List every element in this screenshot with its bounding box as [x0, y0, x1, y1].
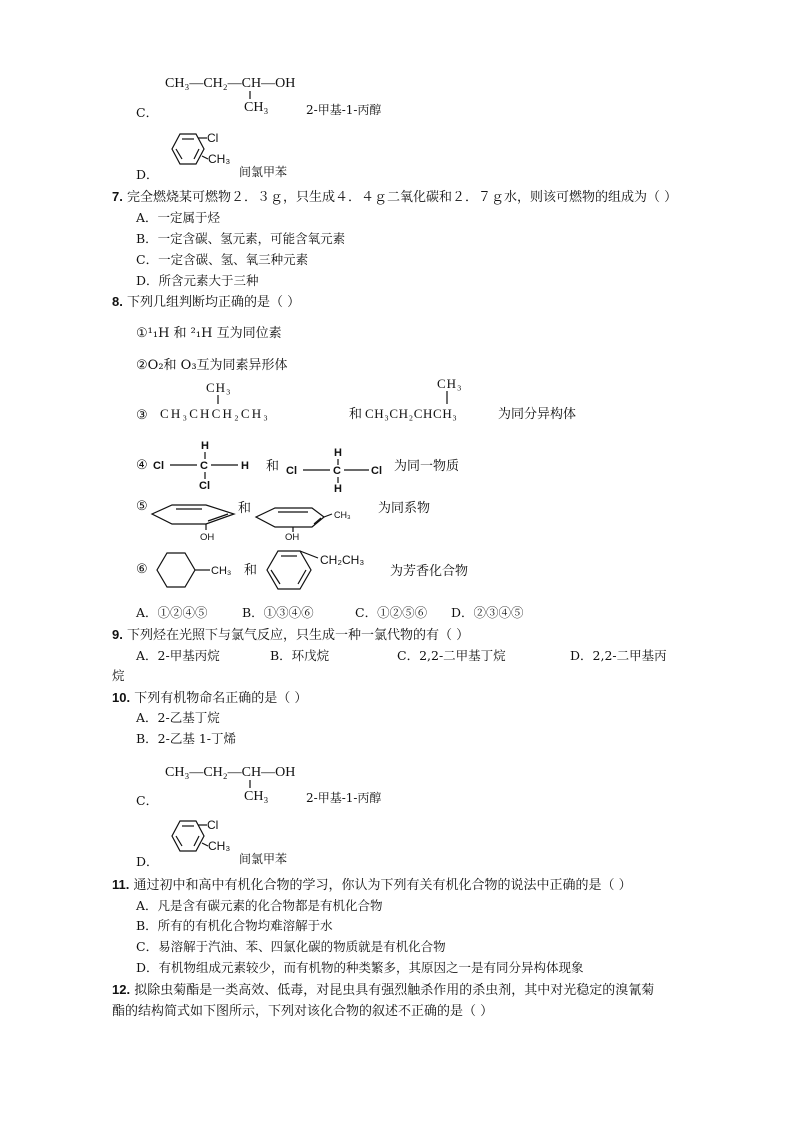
q8-item1 — [136, 322, 282, 341]
q10-option-d-letter: D． — [136, 854, 159, 869]
sub-cl: Cl — [207, 818, 219, 832]
q11-number: 11. — [112, 877, 130, 892]
r-c: C — [333, 465, 341, 477]
q9-option-c: C．2,2-二甲基丁烷 — [397, 648, 506, 663]
q11-option-d: D．有机物组成元素较少，而有机物的种类繁多，其原因之一是有同分异构体现象 — [136, 960, 584, 975]
q7-stem-line — [112, 186, 677, 205]
top-option-d-name: 间氯甲苯 — [239, 165, 288, 179]
item3-and: 和 — [349, 406, 363, 421]
item6-and: 和 — [244, 562, 258, 577]
q9-stem: 下列烃在光照下与氯气反应，只生成一种一氯代物的有（ ） — [126, 628, 470, 643]
left-main: CH₃CHCH₂CH₃ — [160, 406, 271, 421]
l-h-right: H — [241, 460, 249, 472]
q10-stem: 下列有机物命名正确的是（ ） — [134, 691, 308, 706]
top-option-c-letter: C． — [136, 105, 159, 120]
formula-main: CH₃—CH₂—CH—OH — [165, 765, 296, 780]
q8-item4-structures — [150, 436, 480, 494]
q8-item1-text: ¹₁H 和 ²₁H 互为同位素 — [147, 326, 282, 341]
item3-tail: 为同分异构体 — [498, 406, 577, 421]
right-branch: CH₃ — [437, 378, 463, 391]
top-option-d-letter: D． — [136, 167, 159, 182]
r-h-bottom: H — [334, 483, 342, 494]
q11-option-c: C．易溶解于汽油、苯、四氯化碳的物质就是有机化合物 — [136, 939, 446, 954]
cyclohexane-ring — [157, 553, 195, 587]
q8-item5-marker: ⑤ — [136, 499, 148, 514]
q11-option-b: B．所有的有机化合物均难溶解于水 — [136, 918, 333, 933]
ethyl-label: CH₂CH₃ — [320, 553, 365, 567]
q10-option-c-structure — [160, 759, 310, 803]
q7-option-d: D．所含元素大于三种 — [136, 273, 259, 288]
q8-item4-marker: ④ — [136, 458, 148, 473]
q8-item2-marker: ② — [136, 358, 148, 373]
q8-stem-line — [112, 291, 300, 310]
q8-item3-structures — [156, 378, 596, 426]
q10-stem-line — [112, 687, 307, 706]
cyclohexane-ch3: CH₃ — [211, 565, 232, 577]
q10-option-b: B．2-乙基 1-丁烯 — [136, 731, 237, 746]
formula-main: CH₃—CH₂—CH—OH — [165, 76, 296, 91]
q7-option-b: B．一定含碳、氢元素，可能含氧元素 — [136, 231, 346, 246]
ethylbenzene-ring — [267, 551, 311, 589]
q11-stem: 通过初中和高中有机化合物的学习，你认为下列有关有机化合物的说法中正确的是（ ） — [133, 878, 632, 893]
phenol-ring — [152, 505, 234, 524]
q8-option-d: D．②③④⑤ — [451, 605, 524, 620]
q9-option-a: A．2-甲基丙烷 — [136, 648, 220, 663]
q7-number: 7. — [112, 189, 123, 204]
q9-option-d-wrap: 烷 — [112, 668, 125, 683]
right-main: CH₃CH₂CHCH₃ — [365, 406, 458, 421]
q10-number: 10. — [112, 690, 131, 705]
q7-option-c: C．一定含碳、氢、氧三种元素 — [136, 252, 309, 267]
q9-stem-line — [112, 624, 469, 643]
r-cl-right: Cl — [371, 465, 382, 477]
sub-ch3: CH₃ — [208, 839, 231, 853]
q8-option-c: C．①②⑤⑥ — [355, 605, 428, 620]
q8-item2-text: O₂和 O₃互为同素异形体 — [147, 358, 288, 373]
q8-stem: 下列几组判断均正确的是（ ） — [126, 295, 301, 310]
q11-stem-line — [112, 874, 632, 893]
sub-ch3: CH₃ — [208, 152, 231, 166]
item4-tail: 为同一物质 — [394, 458, 460, 473]
q9-number: 9. — [112, 627, 123, 642]
phenol-oh: OH — [200, 532, 215, 543]
cresol-oh: OH — [285, 532, 300, 543]
q12-number: 12. — [112, 982, 131, 997]
q7-stem: 完全燃烧某可燃物２．３ｇ，只生成４．４ｇ二氧化碳和２．７ｇ水，则该可燃物的组成为（ ） — [126, 190, 678, 205]
q10-option-d-name: 间氯甲苯 — [239, 852, 288, 866]
q10-option-a: A．2-乙基丁烷 — [136, 710, 220, 725]
r-cl-left: Cl — [286, 465, 297, 477]
left-branch: CH₃ — [206, 380, 232, 395]
q10-option-c-name: 2-甲基-1-丙醇 — [306, 791, 382, 805]
q9-option-d: D．2,2-二甲基丙 — [570, 648, 667, 663]
top-option-c-structure — [160, 70, 310, 114]
q8-option-a: A．①②④⑤ — [136, 605, 208, 620]
l-h-top: H — [201, 440, 209, 452]
q12-stem-2: 酯的结构简式如下图所示，下列对该化合物的叙述不正确的是（ ） — [112, 1004, 494, 1019]
formula-branch: CH₃ — [244, 789, 269, 803]
r-h-top: H — [334, 447, 342, 459]
q8-item5-structures — [150, 494, 450, 544]
q8-option-b: B．①③④⑥ — [242, 605, 314, 620]
top-option-c-name: 2-甲基-1-丙醇 — [306, 103, 382, 117]
item4-and: 和 — [266, 458, 280, 473]
q8-item6-marker: ⑥ — [136, 562, 148, 577]
cresol-ring — [256, 508, 324, 527]
l-c: C — [200, 460, 208, 472]
item5-tail: 为同系物 — [378, 500, 431, 515]
q10-option-c-letter: C． — [136, 793, 159, 808]
l-cl-bottom: Cl — [199, 480, 210, 492]
q8-item3-marker: ③ — [136, 408, 148, 423]
q8-item2 — [136, 354, 288, 373]
q11-option-a: A．凡是含有碳元素的化合物都是有机化合物 — [136, 898, 383, 913]
sub-cl: Cl — [207, 131, 219, 145]
q9-option-b: B．环戊烷 — [270, 648, 330, 663]
q10-option-d-structure — [160, 817, 250, 859]
l-cl-left: Cl — [153, 460, 164, 472]
top-option-d-structure — [160, 130, 250, 172]
item5-and: 和 — [238, 500, 252, 515]
q8-item6-structures — [150, 548, 480, 592]
formula-branch: CH₃ — [244, 100, 269, 114]
q12-stem-1: 拟除虫菊酯是一类高效、低毒，对昆虫具有强烈触杀作用的杀虫剂，其中对光稳定的溴氰菊 — [134, 983, 655, 998]
cresol-ch3: CH₃ — [334, 510, 351, 520]
q12-stem-line1 — [112, 979, 654, 998]
item6-tail: 为芳香化合物 — [390, 563, 469, 578]
q7-option-a: A．一定属于烃 — [136, 210, 221, 225]
q8-item1-marker: ① — [136, 326, 148, 341]
q8-number: 8. — [112, 294, 123, 309]
